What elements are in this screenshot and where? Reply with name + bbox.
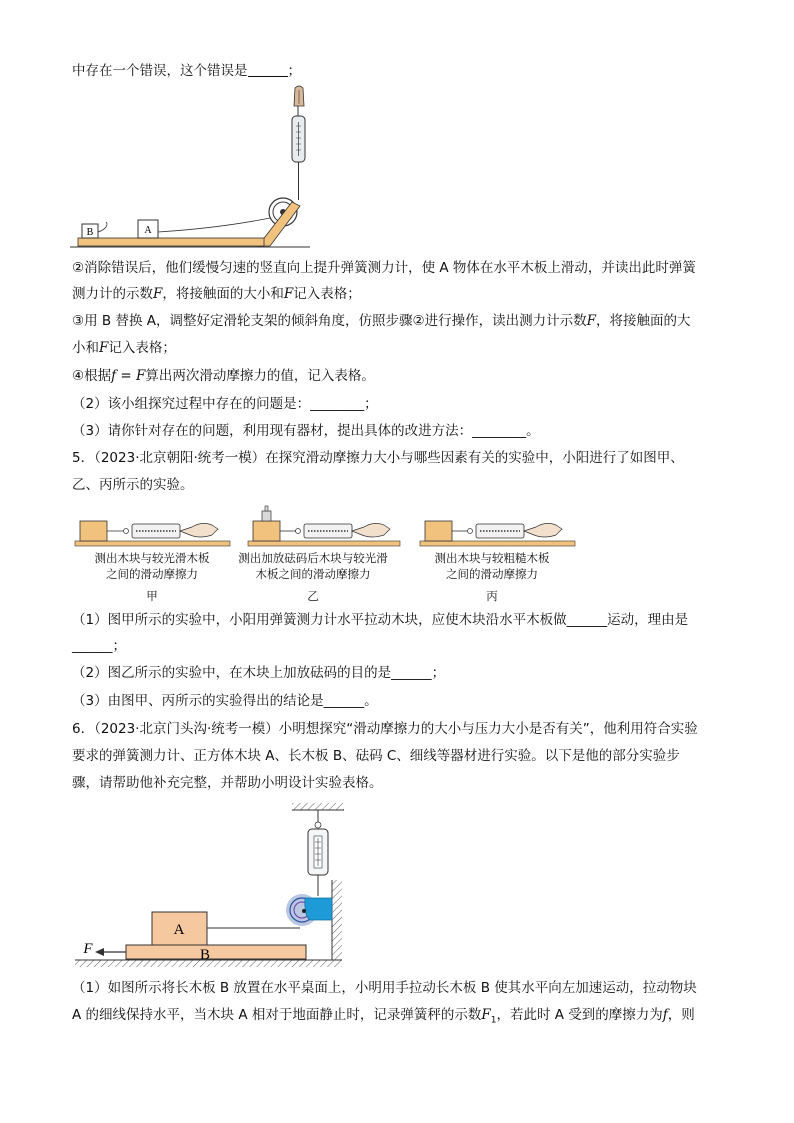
problem6-line3: 骤，请帮助他补充完整，并帮助小明设计实验表格。 xyxy=(72,775,383,791)
label-jia: 甲 xyxy=(146,589,158,603)
p5-q1-line2: ______； xyxy=(72,638,126,654)
problem6-line1: 6．（2023·北京门头沟·统考一模）小明想探究“滑动摩擦力的大小与压力大小是否有关”，他利用符合实验 xyxy=(72,721,698,737)
wall xyxy=(332,880,342,960)
formula: f = F xyxy=(111,368,146,384)
board-b xyxy=(126,945,306,959)
block-b-label: B xyxy=(86,227,94,238)
label-bing: 丙 xyxy=(486,589,498,603)
text: ，若此时 A 受到的摩擦力为 xyxy=(496,1007,663,1023)
force-label: F xyxy=(83,941,93,957)
text: ，将接触面的大小和 xyxy=(162,286,284,302)
problem5-line1: 5．（2023·北京朝阳·统考一模）在探究滑动摩擦力大小与哪些因素有关的实验中，小阳进行了如图甲、 xyxy=(72,450,684,466)
text: 中存在一个错误，这个错误是 xyxy=(72,63,248,79)
question-3: （3）请你针对存在的问题，利用现有器材，提出具体的改进方法：________。 xyxy=(72,423,540,439)
label-yi: 乙 xyxy=(307,589,319,603)
text: 记入表格； xyxy=(293,286,361,302)
step2-line1: ②消除错误后，他们缓慢匀速的竖直向上提升弹簧测力计，使 A 物体在水平木板上滑动，并读出此时弹簧 xyxy=(72,260,696,276)
text: 小和 xyxy=(72,340,99,356)
text: 算出两次滑动摩擦力的值，记入表格。 xyxy=(145,368,375,384)
symbol-f-lower: f xyxy=(662,1007,668,1023)
caption-line: 测出木块与较光滑木板 xyxy=(94,551,210,565)
problem6-line2: 要求的弹簧测力计、正方体木块 A、长木板 B、砝码 C、细线等器材进行实验。以下是他的部分实验步 xyxy=(72,748,680,764)
text: ③用 B 替换 A，调整好定滑轮支架的倾斜角度，仿照步骤②进行操作，读出测力计示数 xyxy=(72,313,587,329)
board-b-label: B xyxy=(199,947,211,963)
problem5-line2: 乙、丙所示的实验。 xyxy=(72,477,194,493)
symbol-f: F xyxy=(153,286,163,302)
text: 测力计的示数 xyxy=(72,286,153,302)
symbol-f: F xyxy=(99,340,109,356)
symbol-f: F xyxy=(586,313,596,329)
text: A 的细线保持水平，当木块 A 相对于地面静止时，记录弹簧秤的示数 xyxy=(72,1007,482,1023)
text: ，则 xyxy=(667,1007,695,1023)
p6-q1-line2 xyxy=(72,1006,695,1030)
text: ，将接触面的大 xyxy=(595,313,691,329)
caption-line: 测出加放砝码后木块与较光滑 xyxy=(238,551,388,565)
ceiling xyxy=(292,803,344,810)
subscript: 1 xyxy=(490,1015,497,1026)
caption-line: 之间的滑动摩擦力 xyxy=(106,567,198,581)
caption-line: 测出木块与较粗糙木板 xyxy=(434,551,550,565)
symbol-f: F xyxy=(283,286,294,302)
question-2: （2）该小组探究过程中存在的问题是：________； xyxy=(72,396,378,412)
block-a-label: A xyxy=(144,225,152,236)
p5-q1-line1: （1）图甲所示的实验中，小阳用弹簧测力计水平拉动木块，应使木块沿水平木板做______运动，理由是 xyxy=(72,612,689,628)
symbol-f: F xyxy=(481,1007,491,1023)
p5-q2: （2）图乙所示的实验中，在木块上加放砝码的目的是______； xyxy=(72,665,446,681)
caption-line: 木板之间的滑动摩擦力 xyxy=(255,567,371,581)
block-a-label: A xyxy=(173,922,185,938)
p5-q3: （3）由图甲、丙所示的实验得出的结论是______。 xyxy=(72,693,378,709)
p6-q1-line1: （1）如图所示将长木板 B 放置在水平桌面上，小明用手拉动长木板 B 使其水平向左加速运动，拉动物块 xyxy=(72,980,697,996)
text: 记入表格； xyxy=(108,340,176,356)
spring-scale xyxy=(308,829,328,875)
text: ； xyxy=(287,63,301,79)
text: ④根据 xyxy=(72,368,112,384)
pulley xyxy=(286,894,332,926)
caption-line: 之间的滑动摩擦力 xyxy=(446,567,538,581)
